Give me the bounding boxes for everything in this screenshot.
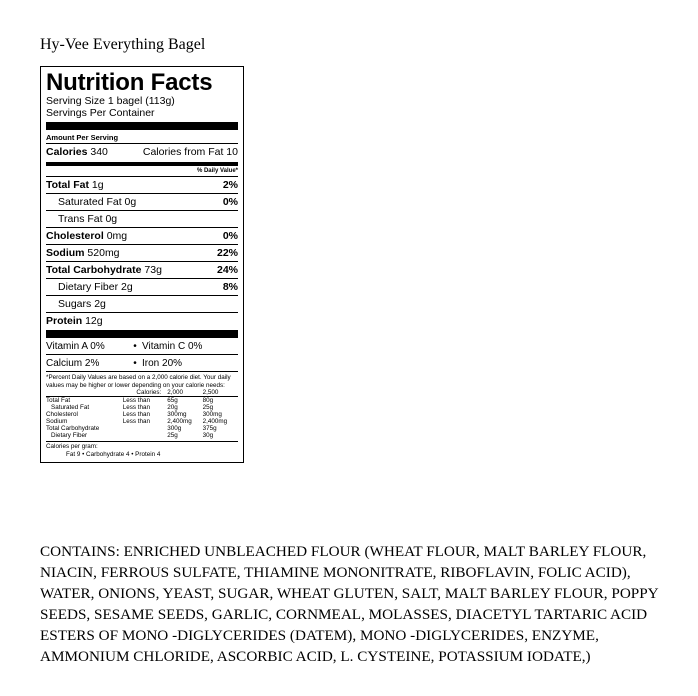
bullet-separator: •	[133, 357, 137, 369]
ref-table-row: Total Carbohydrate 300g 375g	[46, 425, 217, 432]
ref-table-row: Total Fat Less than 65g 80g	[46, 397, 214, 404]
nutrient-dv: 22%	[216, 247, 238, 259]
daily-value-header: % Daily Value*	[196, 168, 238, 174]
nutrient-name: Dietary Fiber	[58, 281, 119, 293]
nutrient-name: Total Carbohydrate	[46, 264, 142, 276]
nutrient-name: Cholesterol	[46, 230, 104, 242]
servings-per-container: Servings Per Container	[46, 107, 155, 119]
nutrient-name: Protein	[46, 315, 83, 327]
nutrient-row-dietary-fiber	[46, 278, 238, 295]
nutrient-name: Sugars	[58, 298, 92, 310]
calories-per-gram	[46, 441, 238, 458]
nutrient-dv: 2%	[222, 179, 238, 191]
nutrient-dv: 0%	[222, 196, 238, 208]
calories-from-fat: Calories from Fat 10	[142, 146, 238, 158]
nutrient-amount: 0g	[105, 213, 118, 225]
ref-table-row: Saturated Fat Less than 20g 25g	[51, 404, 214, 411]
heavy-divider	[46, 330, 238, 338]
ref-header-2500: 2,500	[203, 389, 238, 397]
vitamin-row	[46, 338, 238, 354]
vitamin-a: Vitamin A 0%	[46, 340, 105, 352]
product-title: Hy-Vee Everything Bagel	[40, 36, 206, 53]
daily-value-footnote: *Percent Daily Values are based on a 2,000 calorie diet. Your daily values may be higher or lower depending on your calorie needs:	[46, 371, 238, 389]
nutrient-amount: 2g	[121, 281, 133, 293]
nutrient-amount: 0g	[124, 196, 137, 208]
nutrient-amount: 12g	[85, 315, 103, 327]
nutrient-dv: 0%	[222, 230, 238, 242]
nutrient-row-trans-fat	[46, 210, 238, 227]
daily-value-reference-table	[46, 389, 238, 439]
nutrient-row-saturated-fat	[46, 193, 238, 210]
ref-table-row: Cholesterol Less than 300mg 300mg	[46, 411, 222, 418]
ref-header-calories: Calories:	[123, 389, 168, 397]
ref-table-header	[46, 389, 238, 397]
nutrient-amount: 1g	[91, 179, 104, 191]
thick-divider	[46, 122, 238, 130]
nutrient-dv: 24%	[216, 264, 238, 276]
ref-table-row: Dietary Fiber 25g 30g	[51, 432, 214, 439]
ref-header-2000: 2,000	[167, 389, 202, 397]
nutrient-name: Saturated Fat	[58, 196, 122, 208]
nutrition-facts-label	[40, 66, 244, 463]
nutrient-name: Trans Fat	[58, 213, 103, 225]
ref-table-row: Sodium Less than 2,400mg 2,400mg	[46, 418, 228, 425]
calories-per-gram-values: Fat 9 • Carbohydrate 4 • Protein 4	[66, 450, 161, 458]
nutrient-amount: 0mg	[106, 230, 128, 242]
nutrient-row-protein	[46, 312, 238, 329]
nutrient-amount: 2g	[94, 298, 106, 310]
nutrient-row-total-fat	[46, 176, 238, 193]
nutrient-amount: 520mg	[87, 247, 120, 259]
ingredients-text: CONTAINS: ENRICHED UNBLEACHED FLOUR (WHEAT FLOUR, MALT BARLEY FLOUR, NIACIN, FERROUS SULFATE, THIAMINE MONONITRATE, RIBOFLAVIN, FOLIC ACID), WATER, ONIONS, YEAST, SUGAR, WHEAT GLUTEN, SALT, MALT BARLEY FLOUR, POPPY SEEDS, SESAME SEEDS, GARLIC, CORNMEAL, MOLASSES, DIACETYL TARTARIC ACID ESTERS OF MONO -DIGLYCERIDES (DATEM), MONO -DIGLYCERIDES, ENZYME, AMMONIUM CHLORIDE, ASCORBIC ACID, L. CYSTEINE, POTASSIUM IODATE,)	[40, 543, 659, 665]
nutrient-row-sugars	[46, 295, 238, 312]
calories-row	[46, 143, 238, 160]
nutrition-facts-title: Nutrition Facts	[46, 69, 213, 96]
calories-label: Calories	[46, 146, 88, 158]
iron: Iron 20%	[142, 357, 183, 369]
nutrient-name: Sodium	[46, 247, 85, 259]
nutrient-dv: 8%	[222, 281, 238, 293]
calories-per-gram-label: Calories per gram:	[46, 443, 98, 450]
nutrient-row-cholesterol	[46, 227, 238, 244]
calcium: Calcium 2%	[46, 357, 100, 369]
nutrient-row-sodium	[46, 244, 238, 261]
calories-value: 340	[90, 146, 108, 158]
mineral-row	[46, 354, 238, 371]
serving-size: Serving Size 1 bagel (113g)	[46, 95, 175, 107]
nutrient-row-total-carbohydrate	[46, 261, 238, 278]
nutrient-name: Total Fat	[46, 179, 89, 191]
amount-per-serving: Amount Per Serving	[46, 133, 119, 142]
vitamin-c: Vitamin C 0%	[142, 340, 203, 352]
nutrient-amount: 73g	[144, 264, 162, 276]
bullet-separator: •	[133, 340, 137, 352]
